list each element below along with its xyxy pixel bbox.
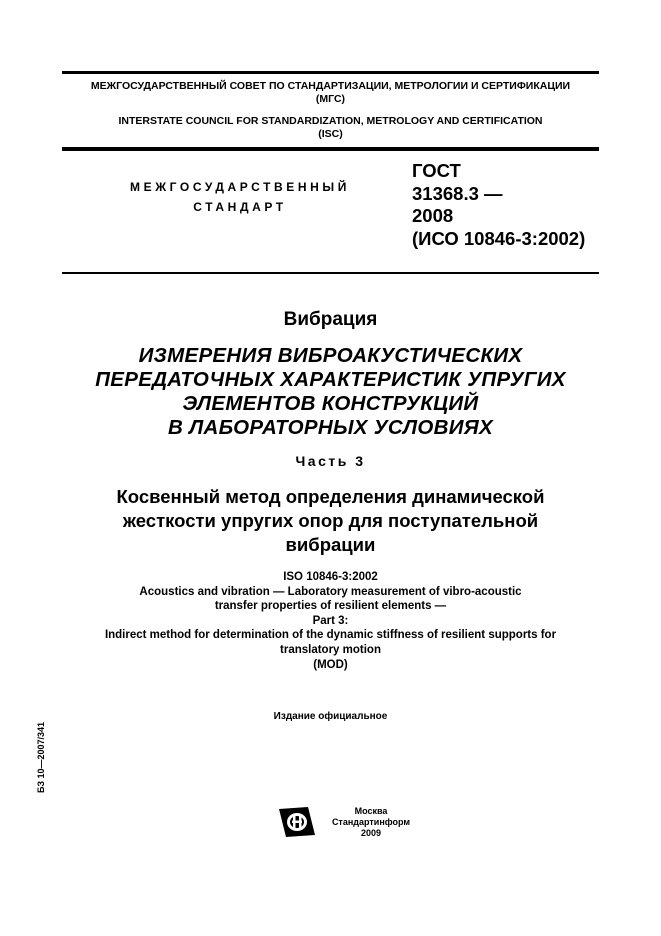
- side-registration-text: БЗ 10—2007/341: [36, 721, 46, 793]
- subtitle-line1: Косвенный метод определения динамической: [116, 486, 545, 507]
- main-title: [0, 344, 661, 440]
- council-ru-name: МЕЖГОСУДАРСТВЕННЫЙ СОВЕТ ПО СТАНДАРТИЗАЦИИ, МЕТРОЛОГИИ И СЕРТИФИКАЦИИ: [90, 80, 571, 92]
- gost-code-line1: ГОСТ: [412, 160, 461, 181]
- council-ru-abbr: (МГС): [315, 93, 346, 105]
- main-title-line4: В ЛАБОРАТОРНЫХ УСЛОВИЯХ: [167, 416, 494, 439]
- main-title-line1: ИЗМЕРЕНИЯ ВИБРОАКУСТИЧЕСКИХ: [138, 344, 523, 367]
- publisher-city: Москва: [354, 806, 388, 816]
- council-en-abbr: (ISC): [318, 128, 343, 140]
- publisher-name: Стандартинформ: [331, 817, 411, 827]
- standard-label-line1: МЕЖГОСУДАРСТВЕННЫЙ: [130, 180, 350, 194]
- subtitle-line3: вибрации: [285, 534, 376, 555]
- council-en: [0, 115, 661, 141]
- side-registration-code: [36, 713, 52, 793]
- publisher-year: 2009: [360, 828, 382, 838]
- official-edition: Издание официальное: [273, 711, 388, 722]
- english-title: [0, 570, 661, 672]
- standard-label-line2: СТАНДАРТ: [193, 200, 287, 214]
- english-line3: Indirect method for determination of the dynamic stiffness of resilient supports for: [104, 629, 557, 642]
- subject-heading: Вибрация: [283, 309, 378, 330]
- english-iso: ISO 10846-3:2002: [283, 571, 378, 583]
- header-rule: [62, 147, 599, 151]
- english-line1: Acoustics and vibration — Laboratory measurement of vibro-acoustic: [139, 585, 522, 598]
- subtitle-line2: жесткости упругих опор для поступательной: [122, 510, 539, 531]
- standartinform-logo-icon: [278, 806, 316, 838]
- part-heading: Часть 3: [295, 453, 366, 469]
- gost-code-line3: 2008: [412, 205, 454, 226]
- main-title-line2: ПЕРЕДАТОЧНЫХ ХАРАКТЕРИСТИК УПРУГИХ: [95, 368, 566, 391]
- publisher-block: [326, 806, 416, 839]
- title-rule: [62, 272, 599, 274]
- english-line2: transfer properties of resilient elements —: [214, 600, 447, 613]
- council-en-name: INTERSTATE COUNCIL FOR STANDARDIZATION, METROLOGY AND CERTIFICATION: [118, 115, 543, 127]
- gost-code: [412, 160, 612, 250]
- english-part: Part 3:: [312, 614, 349, 627]
- main-title-line3: ЭЛЕМЕНТОВ КОНСТРУКЦИЙ: [182, 392, 479, 415]
- english-line4: translatory motion: [280, 643, 381, 656]
- council-ru: [0, 80, 661, 106]
- english-mod: (MOD): [313, 658, 348, 671]
- subtitle: [0, 485, 661, 557]
- gost-code-line4: (ИСО 10846-3:2002): [412, 227, 586, 249]
- gost-code-line2: 31368.3 —: [412, 182, 503, 204]
- top-rule: [62, 71, 599, 74]
